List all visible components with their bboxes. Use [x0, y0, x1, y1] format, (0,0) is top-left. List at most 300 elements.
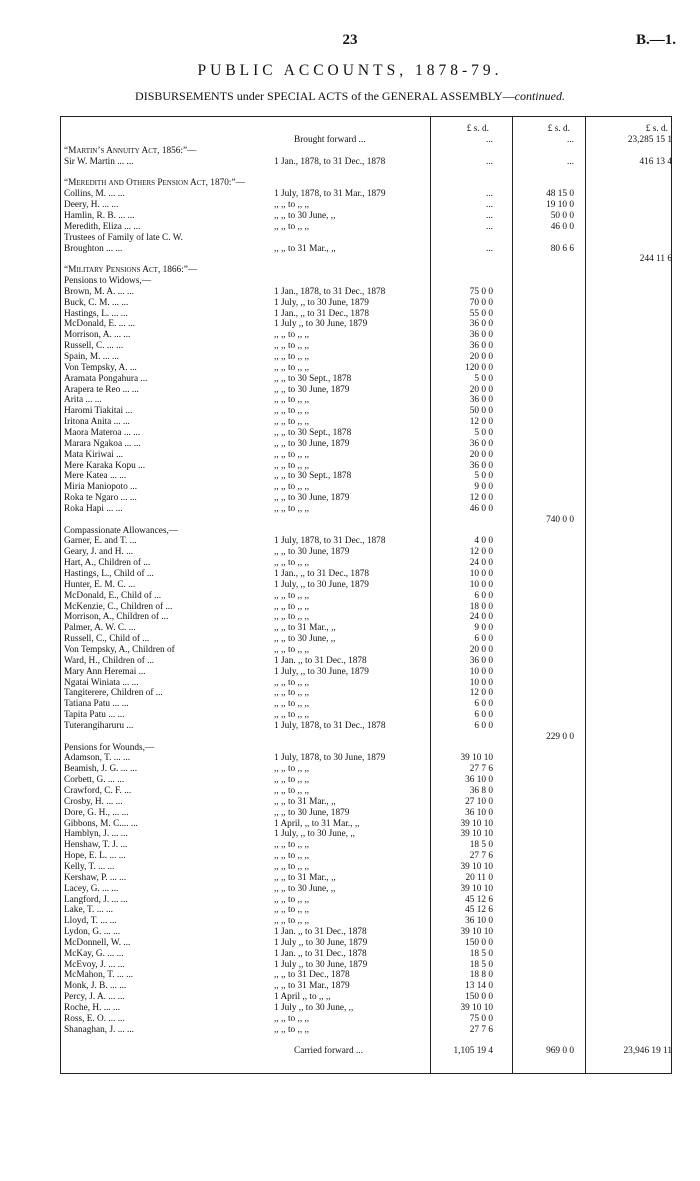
row-period: 1 July, 1878, to 31 Dec., 1878: [274, 720, 386, 731]
row-name: Gibbons, M. C.... ...: [64, 818, 138, 829]
row-period: 1 Jan., 1878, to 31 Dec., 1878: [274, 156, 386, 167]
table-row: [64, 439, 672, 450]
row-period: ,, ,, to 30 June, 1879: [274, 384, 350, 395]
row-amount-a: 20 0 0: [469, 449, 493, 460]
row-amount-a: 36 0 0: [469, 395, 493, 406]
table-row: [64, 721, 672, 732]
row-period: ,, ,, to ,, ,,: [274, 406, 310, 417]
row-name: Aramata Pongahura ...: [64, 373, 148, 384]
row-period: 1 July, ,, to 30 June, 1879: [274, 666, 369, 677]
row-amount-a: 5 0 0: [474, 427, 493, 438]
row-amount-b: 80 6 6: [550, 243, 574, 254]
row-name: Palmer, A. W. C. ...: [64, 623, 136, 634]
row-period: 1 April ,, to ,, ,,: [274, 992, 331, 1003]
row-name: Collins, M. ... ...: [64, 189, 125, 200]
row-name: Adamson, T. ... ...: [64, 753, 131, 764]
row-name: Spain, M. ... ...: [64, 352, 120, 362]
row-amount-b: 229 0 0: [546, 731, 574, 742]
table-row: [64, 732, 672, 743]
table-row: [64, 168, 672, 179]
row-amount-a: 6 0 0: [474, 699, 493, 710]
table-row: [64, 960, 672, 971]
row-amount-a: 150 0 0: [465, 937, 493, 948]
row-period: ,, ,, to ,, ,,: [274, 764, 310, 775]
table-row: [64, 428, 672, 439]
row-name: Maora Materoa ... ...: [64, 427, 141, 438]
row-period: ,, ,, to ,, ,,: [274, 644, 310, 655]
table-row: [64, 504, 672, 515]
row-amount-a: 36 8 0: [469, 786, 493, 796]
row-name: Monk, J. B. ... ...: [64, 981, 127, 992]
table-row: [64, 569, 672, 580]
row-amount-a: 12 0 0: [469, 547, 493, 558]
row-name: Ross, E. O. ... ...: [64, 1013, 125, 1024]
row-amount-a: 24 0 0: [469, 558, 493, 569]
table-row: [64, 200, 672, 211]
table-row: [64, 1046, 672, 1057]
table-row: [64, 873, 672, 884]
row-amount-a: 75 0 0: [469, 286, 493, 297]
row-amount-b: 740 0 0: [546, 514, 574, 525]
row-name: Buck, C. M. ... ...: [64, 297, 129, 308]
row-period: 1 July ,, to 30 June, 1879: [274, 319, 368, 330]
row-name: Hastings, L. ... ...: [64, 308, 128, 319]
row-amount-a: 36 10 0: [465, 807, 493, 818]
row-period: ,, ,, to ,, ,,: [274, 786, 310, 796]
subtitle-continued: continued.: [514, 89, 565, 103]
table-row: [64, 526, 672, 537]
table-row: [64, 808, 672, 819]
row-period: ,, ,, to ,, ,,: [274, 503, 310, 514]
row-period: ,, ,, to ,, ,,: [274, 1013, 310, 1024]
row-period: ,, ,, to 30 Sept., 1878: [274, 471, 352, 482]
row-amount-a: 12 0 0: [469, 493, 493, 504]
row-amount-a: 36 0 0: [469, 330, 493, 341]
row-period: ,, ,, to ,, ,,: [274, 905, 310, 916]
table-row: [64, 678, 672, 689]
row-amount-a: 18 5 0: [469, 948, 493, 959]
row-name: Pensions to Widows,—: [64, 276, 152, 287]
row-period: ,, ,, to 31 Mar., ,,: [274, 243, 336, 254]
row-period: ,, ,, to ,, ,,: [274, 710, 310, 721]
row-amount-a: 36 0 0: [469, 655, 493, 666]
table-row: [64, 602, 672, 613]
row-name: Crawford, C. F. ...: [64, 786, 132, 796]
row-amount-a: 27 10 0: [465, 796, 493, 807]
row-amount-a: ...: [486, 189, 493, 200]
row-name: Dore, G. H., ... ...: [64, 807, 129, 818]
row-name: Lake, T. ... ...: [64, 905, 113, 916]
row-amount-a: 75 0 0: [469, 1013, 493, 1024]
table-row: [64, 1014, 672, 1025]
row-amount-a: 10 0 0: [469, 569, 493, 579]
row-amount-a: 12 0 0: [469, 417, 493, 428]
table-row: [64, 222, 672, 233]
row-amount-a: 36 10 0: [465, 916, 493, 927]
row-amount-b: 50 0 0: [550, 210, 574, 221]
table-row: [64, 276, 672, 287]
row-name: Hastings, L., Child of ...: [64, 569, 154, 579]
table-row: [64, 471, 672, 482]
row-period: 1 July, 1878, to 31 Dec., 1878: [274, 536, 386, 547]
table-row: [64, 862, 672, 873]
row-period: 1 Jan. ,, to 31 Dec., 1878: [274, 927, 367, 938]
table-row: [64, 634, 672, 645]
table-row: [64, 656, 672, 667]
row-period: ,, ,, to ,, ,,: [274, 200, 310, 211]
row-amount-a: 50 0 0: [469, 406, 493, 417]
table-row: [64, 775, 672, 786]
row-amount-a: 6 0 0: [474, 590, 493, 601]
row-name: Hunter, E. M. C. ...: [64, 579, 136, 590]
table-row: [64, 743, 672, 754]
row-name: Tuterangiharuru ...: [64, 720, 134, 731]
row-name: Lacey, G. ... ...: [64, 883, 119, 894]
table-row: [64, 851, 672, 862]
row-amount-a: ...: [486, 200, 493, 211]
table-row: [64, 905, 672, 916]
table-row: [64, 829, 672, 840]
row-period: ,, ,, to ,, ,,: [274, 352, 310, 362]
row-amount-b: 46 0 0: [550, 221, 574, 232]
row-name: Roche, H. ... ...: [64, 1003, 121, 1013]
row-amount-a: 39 10 10: [460, 883, 493, 894]
table-row: [64, 536, 672, 547]
row-period: Carried forward ...: [294, 1046, 363, 1057]
row-period: ,, ,, to ,, ,,: [274, 590, 310, 601]
row-amount-b: ...: [567, 135, 574, 145]
row-name: McKenzie, C., Children of ...: [64, 601, 173, 612]
row-amount-a: 39 10 10: [460, 818, 493, 829]
table-row: [64, 710, 672, 721]
row-amount-a: 39 10 10: [460, 861, 493, 872]
row-name: Mata Kiriwai ...: [64, 449, 124, 460]
table-row: [64, 764, 672, 775]
row-amount-a: 9 0 0: [474, 623, 493, 634]
row-amount-c: 23,946 19 11: [623, 1046, 672, 1057]
row-amount-a: 20 0 0: [469, 384, 493, 395]
row-name: Kershaw, P. ... ...: [64, 872, 127, 883]
row-amount-a: 20 11 0: [465, 872, 493, 883]
row-period: 1 July ,, to 30 June, 1879: [274, 959, 368, 970]
row-period: ,, ,, to 30 June, 1879: [274, 807, 350, 818]
row-amount-a: 12 0 0: [469, 688, 493, 699]
row-period: 1 July, 1878, to 31 Mar., 1879: [274, 189, 386, 200]
document-code: B.—1.: [635, 32, 676, 48]
table-row: [64, 840, 672, 851]
row-name: McDonald, E. ... ...: [64, 319, 136, 330]
row-name: Pensions for Wounds,—: [64, 742, 155, 753]
row-name: Ngatai Winiata ... ...: [64, 677, 139, 688]
row-period: ,, ,, to ,, ,,: [274, 861, 310, 872]
row-period: ,, ,, to 30 June, ,,: [274, 634, 336, 645]
row-amount-a: 39 10 10: [460, 753, 493, 764]
row-amount-a: 9 0 0: [474, 482, 493, 493]
row-amount-a: 1,105 19 4: [453, 1046, 493, 1057]
row-name: Broughton ... ...: [64, 243, 123, 254]
row-amount-a: 10 0 0: [469, 666, 493, 677]
row-amount-a: ...: [486, 135, 493, 145]
row-period: ,, ,, to ,, ,,: [274, 341, 310, 352]
table-row: [64, 352, 672, 363]
row-name: Morrison, A. ... ...: [64, 330, 131, 341]
row-period: 1 July, ,, to 30 June, 1879: [274, 297, 369, 308]
row-period: ,, ,, to 31 Mar., ,,: [274, 796, 336, 807]
row-period: ,, ,, to ,, ,,: [274, 449, 310, 460]
table-row: [64, 938, 672, 949]
row-name: Beamish, J. G. ... ...: [64, 764, 138, 775]
row-period: 1 Jan. ,, to 31 Dec., 1878: [274, 948, 367, 959]
row-name: Von Tempsky, A. ...: [64, 362, 137, 373]
row-amount-a: 39 10 10: [460, 1003, 493, 1013]
table-row: [64, 461, 672, 472]
col-b-header: £ s. d.: [547, 124, 570, 134]
row-name: Marara Ngakoa ... ...: [64, 438, 141, 449]
table-row: [64, 591, 672, 602]
table-row: [64, 341, 672, 352]
col-a-header: £ s. d.: [466, 124, 489, 134]
table-row: [64, 1036, 672, 1047]
row-period: ,, ,, to ,, ,,: [274, 699, 310, 710]
row-amount-a: 24 0 0: [469, 612, 493, 623]
row-amount-a: 36 0 0: [469, 341, 493, 352]
row-period: ,, ,, to ,, ,,: [274, 330, 310, 341]
table-row: [64, 385, 672, 396]
row-name: Henshaw, T. J. ...: [64, 840, 128, 851]
row-name: Miria Maniopoto ...: [64, 482, 138, 493]
row-amount-a: ...: [486, 210, 493, 221]
table-row: [64, 916, 672, 927]
table-row: [64, 819, 672, 830]
row-name: Iritona Anita ... ...: [64, 417, 130, 428]
row-amount-b: ...: [567, 156, 574, 167]
table-row: [64, 298, 672, 309]
row-name: Arapera te Reo ... ...: [64, 384, 139, 395]
row-name: Percy, J. A. ... ...: [64, 992, 125, 1003]
table-row: [64, 406, 672, 417]
row-name: Geary, J. and H. ...: [64, 547, 134, 558]
row-name: Kelly, T. ... ...: [64, 861, 115, 872]
row-amount-a: 120 0 0: [465, 362, 493, 373]
row-amount-c: 416 13 4: [639, 156, 672, 167]
row-period: ,, ,, to ,, ,,: [274, 460, 310, 471]
row-amount-a: 39 10 10: [460, 829, 493, 840]
row-period: ,, ,, to 31 Dec., 1878: [274, 970, 350, 981]
row-amount-a: 36 10 0: [465, 775, 493, 786]
row-name: Tapita Patu ... ...: [64, 710, 125, 721]
row-period: 1 July, ,, to 30 June, ,,: [274, 829, 356, 840]
row-period: ,, ,, to 30 June, 1879: [274, 493, 350, 504]
row-amount-b: 48 15 0: [546, 189, 574, 200]
table-row: [64, 753, 672, 764]
table-row: [64, 623, 672, 634]
table-row: [64, 688, 672, 699]
row-name: “Military Pensions Act, 1866:”—: [64, 265, 198, 276]
row-period: ,, ,, to ,, ,,: [274, 362, 310, 373]
row-name: McKay, G. ... ...: [64, 948, 124, 959]
table-row: [64, 363, 672, 374]
row-amount-c: 244 11 6: [639, 254, 672, 265]
row-period: ,, ,, to 30 Sept., 1878: [274, 373, 352, 384]
row-period: ,, ,, to ,, ,,: [274, 1024, 310, 1035]
row-name: Lydon, G. ... ...: [64, 927, 121, 938]
table-row: [64, 374, 672, 385]
table-row: [64, 927, 672, 938]
row-name: McEvoy, J. ... ...: [64, 959, 125, 970]
row-amount-a: ...: [486, 156, 493, 167]
table-row: [64, 319, 672, 330]
table-row: [64, 699, 672, 710]
table-row: [64, 797, 672, 808]
row-amount-a: 18 0 0: [469, 601, 493, 612]
row-amount-a: 20 0 0: [469, 644, 493, 655]
row-amount-a: 5 0 0: [474, 373, 493, 384]
row-amount-a: 55 0 0: [469, 308, 493, 319]
row-name: Compassionate Allowances,—: [64, 525, 179, 536]
page-number: 23: [342, 32, 358, 48]
row-period: ,, ,, to 31 Mar., ,,: [274, 872, 336, 883]
table-row: [64, 330, 672, 341]
row-name: Garner, E. and T. ...: [64, 536, 137, 547]
table-row: [64, 211, 672, 222]
table-row: [64, 178, 672, 189]
row-name: Sir W. Martin ... ...: [64, 156, 134, 167]
row-period: ,, ,, to 30 Sept., 1878: [274, 427, 352, 438]
row-name: Tatiana Patu ... ...: [64, 699, 129, 710]
table-row: [64, 645, 672, 656]
row-amount-a: 18 5 0: [469, 840, 493, 851]
row-name: Von Tempsky, A., Children of: [64, 644, 175, 655]
row-period: ,, ,, to 31 Mar., 1879: [274, 981, 350, 992]
row-name: McDonald, E., Child of ...: [64, 590, 162, 601]
row-period: ,, ,, to ,, ,,: [274, 417, 310, 428]
row-amount-a: 150 0 0: [465, 992, 493, 1003]
row-period: 1 July, 1878, to 30 June, 1879: [274, 753, 386, 764]
row-name: Mere Katea ... ...: [64, 471, 127, 482]
row-period: ,, ,, to ,, ,,: [274, 601, 310, 612]
table-row: [64, 1003, 672, 1014]
table-row: [64, 482, 672, 493]
table-row: [64, 515, 672, 526]
table-row: [64, 254, 672, 265]
row-name: Mary Ann Heremai ...: [64, 666, 146, 677]
row-amount-a: 36 0 0: [469, 319, 493, 330]
row-period: ,, ,, to 30 June, 1879: [274, 438, 350, 449]
row-name: Hart, A., Children of ...: [64, 558, 151, 569]
row-amount-a: 36 0 0: [469, 460, 493, 471]
table-row: [64, 135, 672, 146]
row-amount-a: 10 0 0: [469, 579, 493, 590]
row-amount-a: 27 7 6: [469, 851, 493, 862]
row-amount-a: ...: [486, 221, 493, 232]
row-amount-a: 27 7 6: [469, 764, 493, 775]
row-name: Crosby, H. ... ...: [64, 796, 123, 807]
row-name: Hope, E. L. ... ...: [64, 851, 126, 862]
table-row: [64, 233, 672, 244]
row-amount-a: 6 0 0: [474, 710, 493, 721]
table-row: [64, 244, 672, 255]
table-row: [64, 265, 672, 276]
row-period: ,, ,, to ,, ,,: [274, 482, 310, 493]
row-name: McDonnell, W. ...: [64, 937, 131, 948]
col-c-header: £ s. d.: [645, 124, 668, 134]
row-period: ,, ,, to ,, ,,: [274, 916, 310, 927]
row-amount-a: 18 8 0: [469, 970, 493, 981]
table-row: [64, 580, 672, 591]
subtitle-main: DISBURSEMENTS under SPECIAL ACTS of the GENERAL ASSEMBLY—: [135, 89, 515, 103]
row-amount-a: 10 0 0: [469, 677, 493, 688]
row-period: ,, ,, to ,, ,,: [274, 677, 310, 688]
row-name: McMahon, T. ... ...: [64, 970, 134, 981]
row-name: Langford, J. ... ...: [64, 894, 128, 905]
table-row: [64, 287, 672, 298]
row-name: Hamlin, R. B. ... ...: [64, 210, 135, 221]
row-amount-a: 70 0 0: [469, 297, 493, 308]
row-amount-a: 6 0 0: [474, 720, 493, 731]
table-row: [64, 895, 672, 906]
row-name: Roka te Ngaro ... ...: [64, 493, 137, 504]
table-row: [64, 992, 672, 1003]
table-row: [64, 558, 672, 569]
row-amount-a: 45 12 6: [465, 894, 493, 905]
row-period: ,, ,, to 30 June, 1879: [274, 547, 350, 558]
row-name: Morrison, A., Children of ...: [64, 612, 169, 623]
row-amount-a: 13 14 0: [465, 981, 493, 992]
row-amount-a: 20 0 0: [469, 352, 493, 362]
row-amount-b: 969 0 0: [546, 1046, 574, 1057]
table-row: [64, 970, 672, 981]
row-name: Roka Hapi ... ...: [64, 503, 123, 514]
table-row: [64, 667, 672, 678]
row-amount-a: 18 5 0: [469, 959, 493, 970]
table-row: [64, 189, 672, 200]
table-row: [64, 884, 672, 895]
row-period: ,, ,, to ,, ,,: [274, 894, 310, 905]
table-row: [64, 612, 672, 623]
row-period: ,, ,, to 31 Mar., ,,: [274, 623, 336, 634]
row-period: ,, ,, to ,, ,,: [274, 688, 310, 699]
row-period: ,, ,, to ,, ,,: [274, 558, 310, 569]
row-period: ,, ,, to ,, ,,: [274, 775, 310, 786]
row-period: ,, ,, to ,, ,,: [274, 612, 310, 623]
row-amount-a: ...: [486, 243, 493, 254]
row-name: Tangiterere, Children of ...: [64, 688, 163, 699]
row-name: Trustees of Family of late C. W.: [64, 232, 183, 243]
row-period: 1 April, ,, to 31 Mar., ,,: [274, 818, 360, 829]
row-name: Ward, H., Children of ...: [64, 655, 155, 666]
row-amount-a: 5 0 0: [474, 471, 493, 482]
table-row: [64, 981, 672, 992]
row-name: Haromi Tiakitai ...: [64, 406, 133, 417]
row-amount-a: 39 10 10: [460, 927, 493, 938]
row-amount-a: 4 0 0: [474, 536, 493, 547]
row-name: “Meredith and Others Pension Act, 1870:”—: [64, 178, 245, 189]
row-period: ,, ,, to 30 June, ,,: [274, 883, 336, 894]
row-amount-a: 27 7 6: [469, 1024, 493, 1035]
row-name: Arita ... ...: [64, 395, 102, 406]
table-row: [64, 146, 672, 157]
row-name: Russell, C. ... ...: [64, 341, 124, 352]
row-period: 1 Jan. ,, to 31 Dec., 1878: [274, 655, 367, 666]
row-period: ,, ,, to 30 June, ,,: [274, 210, 336, 221]
row-name: Mere Karaka Kopu ...: [64, 460, 146, 471]
row-amount-a: 36 0 0: [469, 438, 493, 449]
table-row: [64, 309, 672, 320]
row-name: Russell, C., Child of ...: [64, 634, 150, 645]
row-period: ,, ,, to ,, ,,: [274, 840, 310, 851]
row-period: ,, ,, to ,, ,,: [274, 221, 310, 232]
column-headers: [60, 124, 672, 135]
